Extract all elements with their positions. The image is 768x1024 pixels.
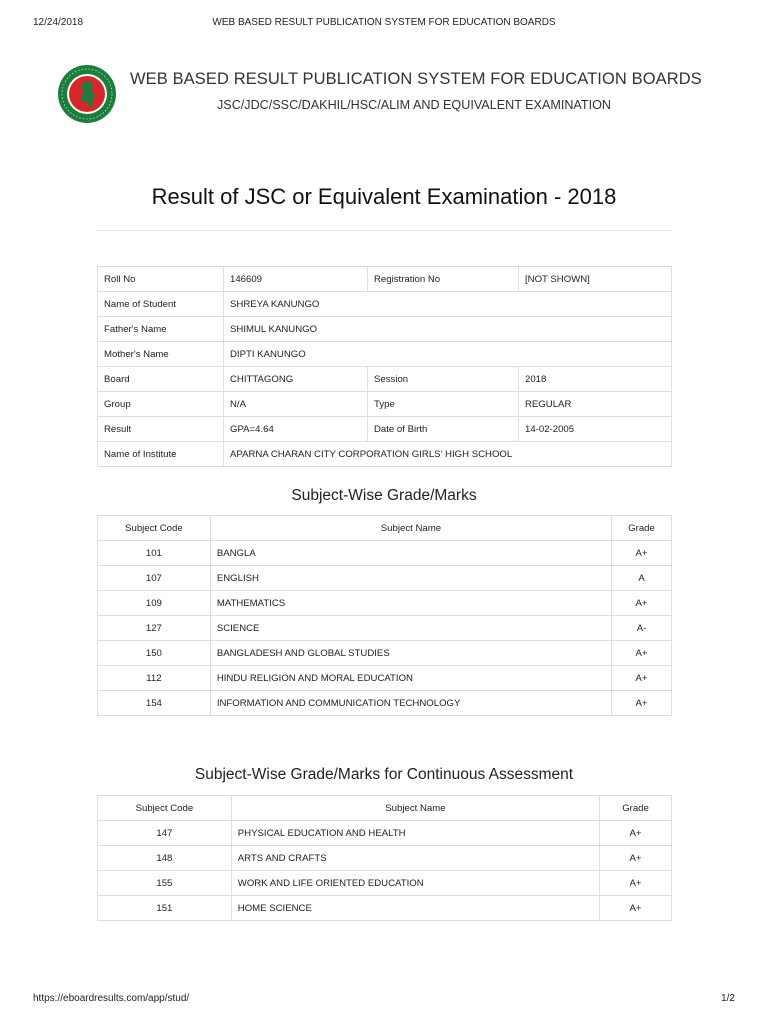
table-row (98, 666, 672, 691)
table-row (98, 871, 672, 896)
table-row (98, 691, 672, 716)
ca-grades-title: Subject-Wise Grade/Marks for Continuous Assessment (194, 766, 574, 783)
subject-code: 112 (98, 666, 211, 691)
table-header-row (98, 796, 672, 821)
institute-value: APARNA CHARAN CITY CORPORATION GIRLS' HIGH SCHOOL (224, 442, 672, 467)
registration-value: [NOT SHOWN] (519, 267, 672, 292)
subject-name-header: Subject Name (210, 516, 611, 541)
subject-code: 148 (98, 846, 232, 871)
roll-label: Roll No (98, 267, 224, 292)
table-row (98, 896, 672, 921)
student-info-table (97, 266, 672, 467)
grade-header: Grade (612, 516, 672, 541)
mother-name-label: Mother's Name (98, 342, 224, 367)
site-title: WEB BASED RESULT PUBLICATION SYSTEM FOR EDUCATION BOARDS (130, 70, 702, 88)
table-row (98, 566, 672, 591)
subject-code: 127 (98, 616, 211, 641)
roll-value: 146609 (224, 267, 368, 292)
subject-name: INFORMATION AND COMMUNICATION TECHNOLOGY (210, 691, 611, 716)
board-value: CHITTAGONG (224, 367, 368, 392)
dob-value: 14-02-2005 (519, 417, 672, 442)
group-label: Group (98, 392, 224, 417)
subject-code: 151 (98, 896, 232, 921)
mother-name-value: DIPTI KANUNGO (224, 342, 672, 367)
subject-name: ARTS AND CRAFTS (231, 846, 599, 871)
subject-name-header: Subject Name (231, 796, 599, 821)
print-url: https://eboardresults.com/app/stud/ (33, 993, 190, 1004)
board-label: Board (98, 367, 224, 392)
subject-code: 107 (98, 566, 211, 591)
table-row (98, 392, 672, 417)
page-title: Result of JSC or Equivalent Examination - 2018 (151, 184, 617, 209)
subject-grade: A+ (612, 641, 672, 666)
subject-grade: A+ (600, 821, 672, 846)
print-header (0, 14, 768, 30)
subject-code-header: Subject Code (98, 516, 211, 541)
type-value: REGULAR (519, 392, 672, 417)
table-header-row (98, 516, 672, 541)
subject-name: SCIENCE (210, 616, 611, 641)
table-row (98, 442, 672, 467)
print-date: 12/24/2018 (33, 17, 84, 28)
print-title: WEB BASED RESULT PUBLICATION SYSTEM FOR EDUCATION BOARDS (212, 17, 556, 28)
subject-grade: A+ (612, 541, 672, 566)
subject-code: 147 (98, 821, 232, 846)
type-label: Type (368, 392, 519, 417)
subject-name: WORK AND LIFE ORIENTED EDUCATION (231, 871, 599, 896)
grade-header: Grade (600, 796, 672, 821)
group-value: N/A (224, 392, 368, 417)
bangladesh-government-seal-icon (57, 64, 117, 124)
subject-grade: A+ (612, 666, 672, 691)
result-label: Result (98, 417, 224, 442)
table-row (98, 267, 672, 292)
table-row (98, 616, 672, 641)
ca-grades-table (97, 795, 672, 921)
table-row (98, 541, 672, 566)
divider (97, 230, 672, 231)
subject-grade: A+ (600, 846, 672, 871)
subject-name: BANGLADESH AND GLOBAL STUDIES (210, 641, 611, 666)
subject-grade: A+ (600, 896, 672, 921)
subject-grade: A+ (612, 591, 672, 616)
subject-code: 150 (98, 641, 211, 666)
student-name-value: SHREYA KANUNGO (224, 292, 672, 317)
site-header (57, 64, 737, 128)
table-row (98, 367, 672, 392)
registration-label: Registration No (368, 267, 519, 292)
site-subtitle: JSC/JDC/SSC/DAKHIL/HSC/ALIM AND EQUIVALENT EXAMINATION (217, 98, 611, 112)
subject-name: MATHEMATICS (210, 591, 611, 616)
print-footer (0, 990, 768, 1006)
session-value: 2018 (519, 367, 672, 392)
father-name-label: Father's Name (98, 317, 224, 342)
table-row (98, 591, 672, 616)
table-row (98, 292, 672, 317)
subject-name: PHYSICAL EDUCATION AND HEALTH (231, 821, 599, 846)
subject-grades-title: Subject-Wise Grade/Marks (291, 487, 477, 504)
subject-name: BANGLA (210, 541, 611, 566)
table-row (98, 417, 672, 442)
subject-grade: A- (612, 616, 672, 641)
subject-grade: A+ (612, 691, 672, 716)
institute-label: Name of Institute (98, 442, 224, 467)
subject-name: HOME SCIENCE (231, 896, 599, 921)
subject-name: ENGLISH (210, 566, 611, 591)
session-label: Session (368, 367, 519, 392)
table-row (98, 821, 672, 846)
table-row (98, 846, 672, 871)
subject-grade: A+ (600, 871, 672, 896)
subject-grades-table (97, 515, 672, 716)
student-name-label: Name of Student (98, 292, 224, 317)
subject-code: 155 (98, 871, 232, 896)
page-number: 1/2 (721, 993, 735, 1004)
subject-code: 109 (98, 591, 211, 616)
subject-code: 154 (98, 691, 211, 716)
subject-code-header: Subject Code (98, 796, 232, 821)
father-name-value: SHIMUL KANUNGO (224, 317, 672, 342)
table-row (98, 641, 672, 666)
subject-name: HINDU RELIGION AND MORAL EDUCATION (210, 666, 611, 691)
result-value: GPA=4.64 (224, 417, 368, 442)
table-row (98, 342, 672, 367)
subject-grade: A (612, 566, 672, 591)
dob-label: Date of Birth (368, 417, 519, 442)
subject-code: 101 (98, 541, 211, 566)
table-row (98, 317, 672, 342)
